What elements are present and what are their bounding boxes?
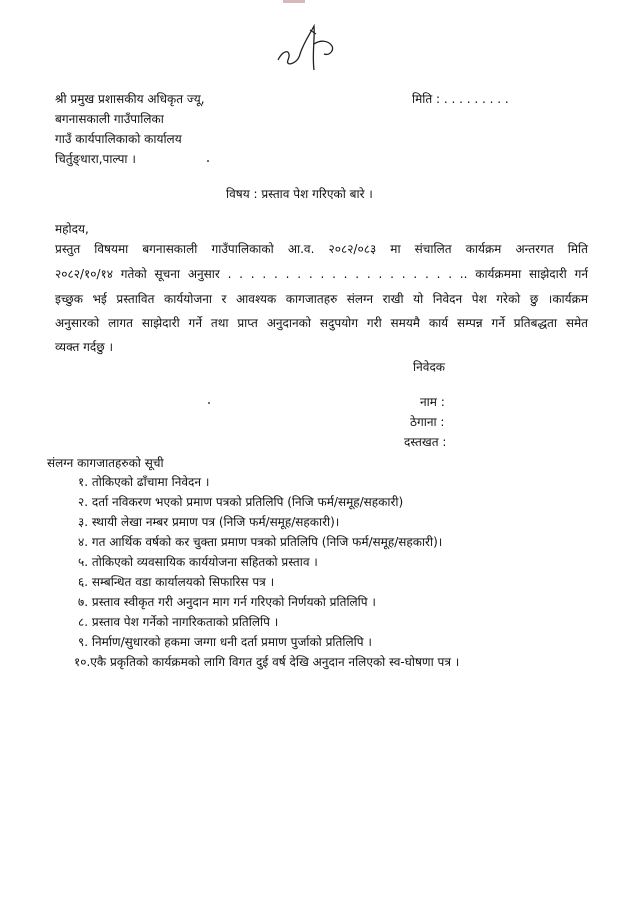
signature-label: दस्तखत : [404, 435, 447, 449]
body-line-3: इच्छुक भई प्रस्तावित कार्ययोजना र आवश्यक कागजातहरु संलग्न राखी यो निवेदन पेश गरेको छु ।कार्यक्रम [55, 292, 588, 306]
stray-dot [208, 402, 210, 404]
addressee-line-4: चिर्तुङ्धारा,पाल्पा । [55, 152, 136, 166]
applicant-heading: निवेदक [413, 360, 446, 374]
date-line: मिति : . . . . . . . . . [412, 92, 509, 106]
name-label: नाम : [420, 395, 445, 409]
attachment-item-2: २. दर्ता नविकरण भएको प्रमाण पत्रको प्रतिलिपि (निजि फर्म/समूह/सहकारी) [78, 495, 404, 509]
page-edge-mark [283, 0, 305, 3]
salutation: महोदय, [55, 222, 89, 236]
attachment-item-10: १०.एकै प्रकृतिको कार्यक्रमको लागि विगत दुई वर्ष देखि अनुदान नलिएको स्व-घोषणा पत्र । [74, 655, 460, 669]
address-label: ठेगाना : [410, 415, 445, 429]
attachment-item-8: ८. प्रस्ताव पेश गर्नेको नागरिकताको प्रतिलिपि । [78, 615, 279, 629]
stray-dot [207, 160, 209, 162]
attachment-item-6: ६. सम्बन्धित वडा कार्यालयको सिफारिस पत्र । [78, 575, 275, 589]
body-line-4: अनुसारको लागत साझेदारी गर्ने तथा प्राप्त अनुदानको सदुपयोग गरी समयमै कार्य सम्पन्न गर्ने प्रतिबद्धता समेत [55, 316, 588, 330]
attachment-item-3: ३. स्थायी लेखा नम्बर प्रमाण पत्र (निजि फर्म/समूह/सहकारी)। [78, 515, 340, 529]
body-line-1: प्रस्तुत विषयमा बगनासकाली गाउँपालिकाको आ.व. २०८२/०८३ मा संचालित कार्यक्रम अन्तरगत मिति [55, 242, 588, 256]
body-line-5: व्यक्त गर्दछु । [55, 340, 114, 354]
attachment-item-9: ९. निर्माण/सुधारको हकमा जग्गा धनी दर्ता प्रमाण पुर्जाको प्रतिलिपि । [78, 635, 372, 649]
subject-line: विषय : प्रस्ताव पेश गरिएको बारे । [226, 187, 373, 201]
body-line-2: २०८२/१०/१४ गतेको सूचना अनुसार . . . . . . . . . . . . . . . . . . . . .. कार्यक्रममा साझेदारी गर्न [55, 267, 588, 281]
addressee-line-2: बगनासकाली गाउँपालिका [55, 112, 164, 126]
attachments-heading: संलग्न कागजातहरुको सूची [47, 456, 164, 470]
attachment-item-5: ५. तोकिएको व्यवसायिक कार्ययोजना सहितको प्रस्ताव । [78, 555, 318, 569]
addressee-line-3: गाउँ कार्यपालिकाको कार्यालय [55, 132, 182, 146]
attachment-item-4: ४. गत आर्थिक वर्षको कर चुक्ता प्रमाण पत्रको प्रतिलिपि (निजि फर्म/समूह/सहकारी)। [78, 535, 443, 549]
attachment-item-7: ७. प्रस्ताव स्वीकृत गरी अनुदान माग गर्न गरिएको निर्णयको प्रतिलिपि । [78, 595, 376, 609]
attachment-item-1: १. तोकिएको ढाँचामा निवेदन । [78, 475, 210, 489]
handwritten-signature [274, 20, 336, 74]
addressee-line-1: श्री प्रमुख प्रशासकीय अधिकृत ज्यू, [55, 92, 205, 106]
